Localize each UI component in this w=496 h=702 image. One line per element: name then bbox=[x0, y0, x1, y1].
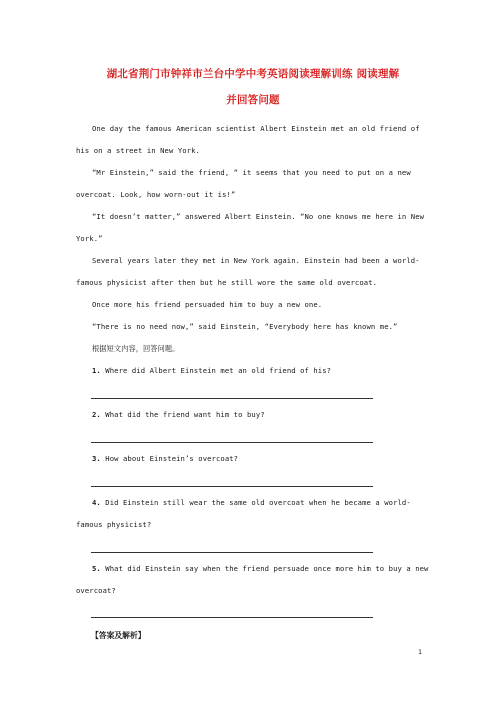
title-line-1: 湖北省荆门市钟祥市兰台中学中考英语阅读理解训练 阅读理解 bbox=[106, 68, 400, 80]
question-5-text: What did Einstein say when the friend persuade once more him to buy a new overcoat? bbox=[76, 564, 429, 595]
question-3-text: How about Einstein’s overcoat? bbox=[105, 454, 239, 463]
question-3 bbox=[76, 448, 436, 470]
question-4-number: 4. bbox=[92, 498, 101, 507]
question-2-number: 2. bbox=[92, 410, 101, 419]
question-3-number: 3. bbox=[92, 454, 101, 463]
title-line-2: 并回答问题 bbox=[226, 94, 280, 106]
question-5-number: 5. bbox=[92, 564, 101, 573]
passage-paragraph-4: Several years later they met in New York again. Einstein had been a world-famous physicist after then but he still wore the same old overcoat. bbox=[76, 256, 420, 287]
page-number: 1 bbox=[418, 648, 423, 656]
question-4-text: Did Einstein still wear the same old overcoat when he became a world-famous physicist? bbox=[76, 498, 411, 529]
answer-line-4 bbox=[91, 552, 373, 553]
instruction-text: 根据短文内容，回答问题。 bbox=[92, 344, 180, 353]
question-1 bbox=[76, 360, 436, 382]
question-1-number: 1. bbox=[92, 366, 101, 375]
answer-line-3 bbox=[91, 486, 373, 487]
passage-paragraph-5: Once more his friend persuaded him to buy a new one. bbox=[92, 300, 323, 309]
question-4 bbox=[76, 492, 436, 536]
question-5 bbox=[76, 558, 436, 602]
answer-heading: 【答案及解析】 bbox=[91, 631, 146, 640]
passage-paragraph-1: One day the famous American scientist Albert Einstein met an old friend of his on a street in New York. bbox=[76, 124, 420, 155]
answer-line-5 bbox=[91, 617, 373, 618]
answer-line-1 bbox=[91, 398, 373, 399]
question-2 bbox=[76, 404, 436, 426]
question-1-text: Where did Albert Einstein met an old friend of his? bbox=[105, 366, 332, 375]
passage-paragraph-6: “There is no need now,” said Einstein, “Everybody here has known me.” bbox=[92, 322, 398, 331]
question-2-text: What did the friend want him to buy? bbox=[105, 410, 265, 419]
answer-line-2 bbox=[91, 442, 373, 443]
passage-paragraph-2: “Mr Einstein,” said the friend, “ it seems that you need to put on a new overcoat. Look, how worn-out it is!” bbox=[76, 168, 411, 199]
passage-paragraph-3: “It doesn’t matter,” answered Albert Einstein. “No one knows me here in New York.” bbox=[76, 212, 425, 243]
